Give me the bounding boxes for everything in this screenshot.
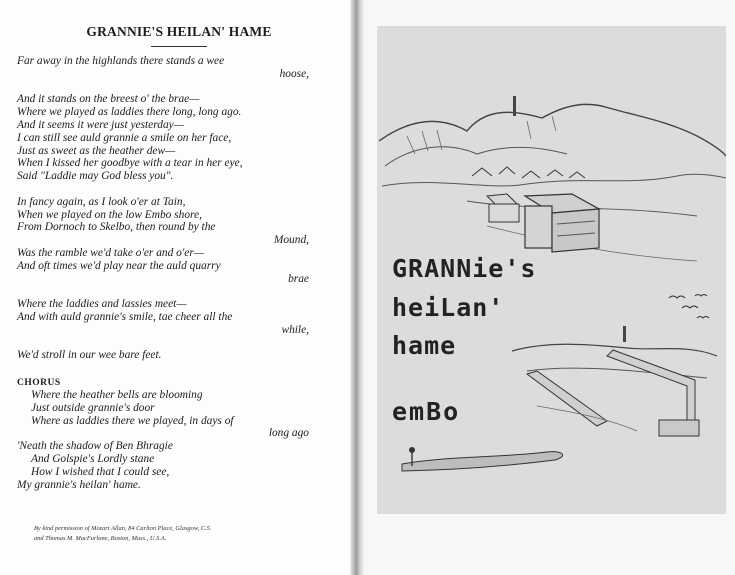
cover-title	[392, 250, 592, 366]
lyric-line: while,	[281, 323, 309, 336]
lyric-line: I can still see auld grannie a smile on her face,	[17, 131, 232, 144]
cover-title-line: heiLan'	[392, 292, 505, 322]
lyric-line: How I wished that I could see,	[31, 465, 170, 478]
lyric-line: Where the laddies and lassies meet—	[17, 298, 187, 311]
lyric-line: And it seems it were just yesterday—	[17, 118, 184, 131]
lyric-line: And oft times we'd play near the auld quarry	[17, 259, 221, 272]
lyric-line: 'Neath the shadow of Ben Bhragie	[17, 440, 173, 453]
lyric-line: Was the ramble we'd take o'er and o'er—	[17, 246, 204, 259]
lyric-line: Just as sweet as the heather dew—	[17, 144, 176, 157]
verse-1	[17, 55, 309, 183]
lyric-line: We'd stroll in our wee bare feet.	[17, 349, 162, 362]
book-gutter	[350, 0, 364, 575]
lyric-line: Where as laddies there we played, in days of	[31, 414, 234, 427]
lyric-line: Just outside grannie's door	[31, 401, 155, 414]
chorus	[17, 377, 309, 491]
credit-line: By kind permission of Mozart Allan, 84 Carlton Place, Glasgow, C.5.	[34, 525, 212, 532]
lyric-line: Far away in the highlands there stands a wee	[17, 55, 225, 67]
lyric-line: And with auld grannie's smile, tae cheer all the	[17, 310, 233, 323]
cover-title-line: GRANNie's	[392, 254, 537, 283]
lyric-line: When I kissed her goodbye with a tear in her eye,	[17, 157, 243, 170]
lyric-line: brae	[288, 272, 309, 285]
cover-place-name: emBo	[392, 397, 461, 426]
title-divider	[151, 46, 207, 47]
lyric-line: And Golspie's Lordly stane	[31, 452, 155, 465]
lyric-line: long ago	[268, 427, 309, 440]
lyric-line: Where the heather bells are blooming	[31, 388, 203, 401]
lyric-line: hoose,	[279, 67, 309, 80]
credit-line: and Thomas M. MacFarlane, Boston, Mass., U.S.A.	[34, 534, 167, 542]
song-title: GRANNIE'S HEILAN' HAME	[86, 24, 272, 39]
lyric-line: Said "Laddie may God bless you".	[17, 170, 174, 183]
lyrics-body	[17, 55, 309, 491]
lyric-line: In fancy again, as I look o'er at Tain,	[17, 195, 186, 208]
lyric-line: Where we played as laddies there long, long ago.	[17, 106, 242, 119]
lyric-line: And it stands on the breest o' the brae—	[17, 93, 200, 106]
lyric-line: When we played on the low Embo shore,	[17, 208, 202, 221]
cover-illustration	[377, 26, 726, 514]
chorus-heading: CHORUS	[17, 377, 61, 388]
lyric-line: From Dornoch to Skelbo, then round by the	[17, 221, 216, 234]
verse-2	[17, 196, 309, 362]
lyric-line: My grannie's heilan' hame.	[17, 478, 141, 491]
permission-credit	[34, 524, 314, 543]
lyric-line: Mound,	[273, 234, 309, 247]
lyrics-page	[0, 0, 350, 575]
cover-title-line: hame	[392, 331, 457, 360]
